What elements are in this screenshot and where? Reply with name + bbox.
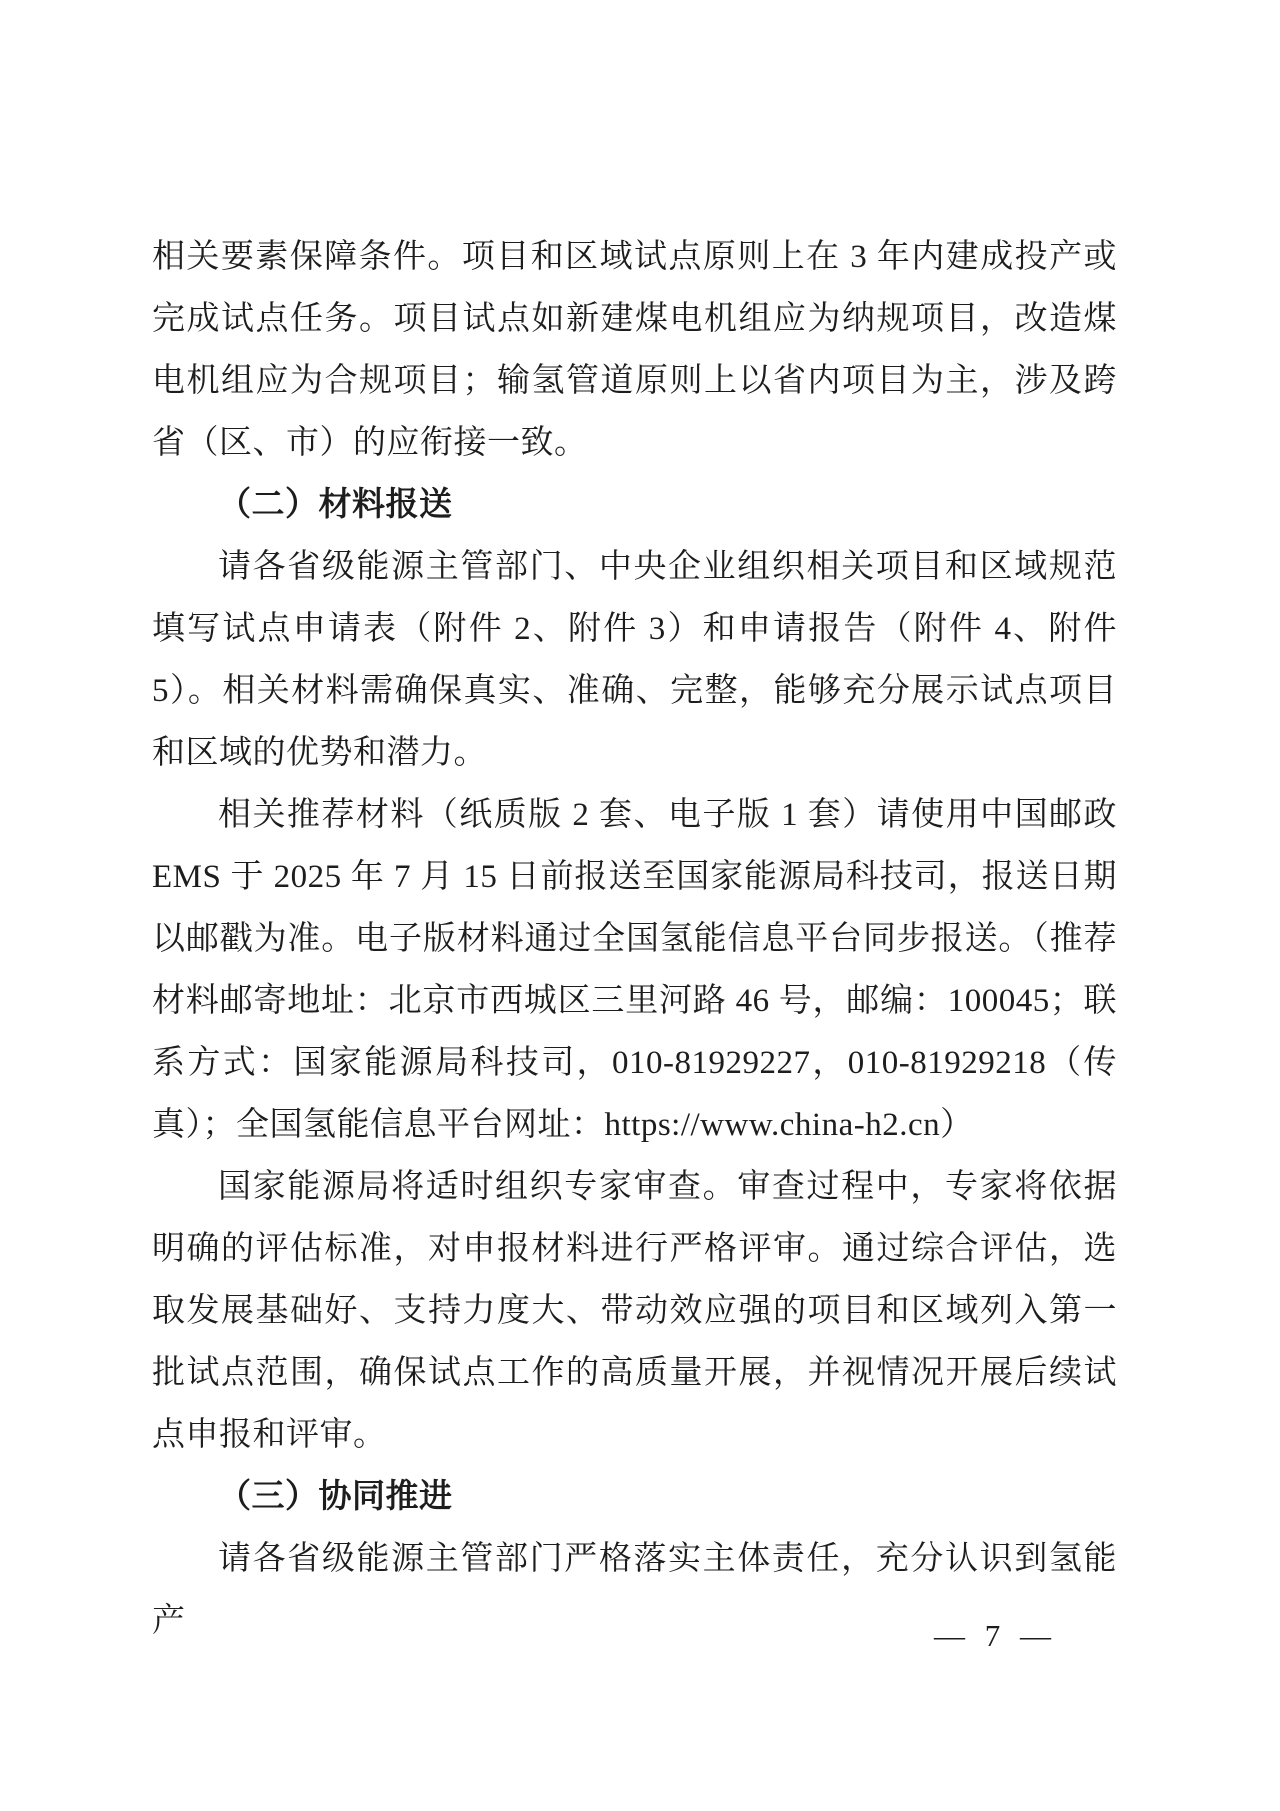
paragraph-expert-review: 国家能源局将适时组织专家审查。审查过程中，专家将依据明确的评估标准，对申报材料进行严格评审。通过综合评估，选取发展基础好、支持力度大、带动效应强的项目和区域列入第一批试点范围，确保试点工作的高质量开展，并视情况开展后续试点申报和评审。 (152, 1169, 1117, 1453)
paragraph-provincial-responsibility: 请各省级能源主管部门严格落实主体责任，充分认识到氢能产 (152, 1541, 1117, 1639)
paragraph-mailing-instructions: 相关推荐材料（纸质版 2 套、电子版 1 套）请使用中国邮政 EMS 于 2025 年 7 月 15 日前报送至国家能源局科技司，报送日期以邮戳为准。电子版材料通过全国氢能信息平台同步报送。（推荐材料邮寄地址：北京市西城区三里河路 46 号，邮编：100045；联系方式：国家能源局科技司，010-81929227，010-81929218（传真）；全国氢能信息平台网址：https://www.china-h2.cn） (152, 797, 1117, 1143)
page-number: — 7 — (934, 1618, 1057, 1653)
paragraph-continued-from-previous-page: 相关要素保障条件。项目和区域试点原则上在 3 年内建成投产或完成试点任务。项目试点如新建煤电机组应为纳规项目，改造煤电机组应为合规项目；输氢管道原则上以省内项目为主，涉及跨省（区、市）的应衔接一致。 (152, 239, 1117, 461)
document-body (152, 226, 1117, 1652)
section-heading-coordinated-advancement: （三）协同推进 (218, 1479, 453, 1515)
paragraph-application-forms: 请各省级能源主管部门、中央企业组织相关项目和区域规范填写试点申请表（附件 2、附件 3）和申请报告（附件 4、附件 5）。相关材料需确保真实、准确、完整，能够充分展示试点项目和区域的优势和潜力。 (152, 549, 1117, 771)
section-heading-material-submission: （二）材料报送 (218, 487, 453, 523)
